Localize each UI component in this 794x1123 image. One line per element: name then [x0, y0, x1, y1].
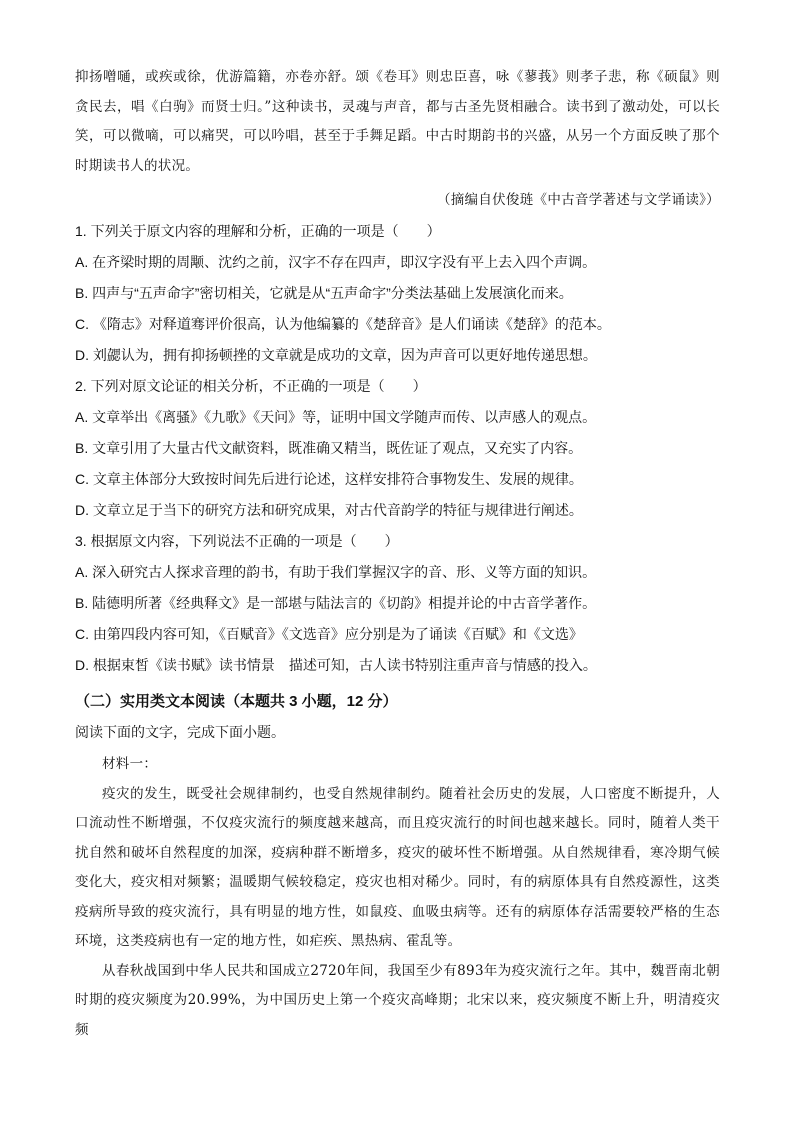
question-stem: 2. 下列对原文论证的相关分析，不正确的一项是（ ）	[75, 378, 427, 394]
question-2	[75, 371, 720, 526]
option-a[interactable]: A. 文章举出《离骚》《九歌》《天问》等，证明中国文学随声而传、以声感人的观点。	[75, 409, 597, 425]
option-b[interactable]: B. 陆德明所著《经典释文》是一部堪与陆法言的《切韵》相提并论的中古音学著作。	[75, 595, 597, 611]
material-label: 材料一：	[102, 756, 158, 772]
passage-paragraph: 抑扬噌嗵，或疾或徐，优游篇籍，亦卷亦舒。颂《卷耳》则忠臣喜，咏《蓼莪》则孝子悲，称《硕鼠》则贪民去，唱《白驹》而贤士归。”这种读书，灵魂与声音，都与古圣先贤相融合。读书到了激动处，可以长笑，可以微嘀，可以痛哭，可以吟唱，甚至于手舞足蹈。中古时期韵书的兴盛，从另一个方面反映了那个时期读书人的状况。	[75, 69, 720, 174]
question-3	[75, 526, 720, 681]
material-paragraph: 从春秋战国到中华人民共和国成立2720年间，我国至少有893年为疫灾流行之年。其中，魏晋南北朝时期的疫灾频度为20.99%，为中国历史上第一个疫灾高峰期；北宋以来，疫灾频度不断上升，明清疫灾频	[75, 962, 720, 1038]
option-d[interactable]: D. 刘勰认为，拥有抑扬顿挫的文章就是成功的文章，因为声音可以更好地传递思想。	[75, 347, 597, 363]
source-citation: （摘编自伏俊琏《中古音学著述与文学诵读》）	[436, 192, 720, 208]
section-instruction: 阅读下面的文字，完成下面小题。	[75, 724, 285, 740]
option-c[interactable]: C. 文章主体部分大致按时间先后进行论述，这样安排符合事物发生、发展的规律。	[75, 471, 583, 487]
option-b[interactable]: B. 文章引用了大量古代文献资料，既准确又精当，既佐证了观点，又充实了内容。	[75, 440, 583, 456]
option-a[interactable]: A. 在齐梁时期的周颙、沈约之前，汉字不存在四声，即汉字没有平上去入四个声调。	[75, 254, 597, 270]
material-paragraph: 疫灾的发生，既受社会规律制约，也受自然规律制约。随着社会历史的发展，人口密度不断提升，人口流动性不断增强，不仅疫灾流行的频度越来越高，而且疫灾流行的时间也越来越长。同时，随着人类干扰自然和破坏自然程度的加深，疫病种群不断增多，疫灾的破坏性不断增强。从自然规律看，寒冷期气候变化大，疫灾相对频繁；温暖期气候较稳定，疫灾也相对稀少。同时，有的病原体具有自然疫源性，这类疫病所导致的疫灾流行，具有明显的地方性，如鼠疫、血吸虫病等。还有的病原体存活需要较严格的生态环境，这类疫病也有一定的地方性，如疟疾、黑热病、霍乱等。	[75, 785, 720, 949]
passage-source	[75, 188, 720, 212]
option-a[interactable]: A. 深入研究古人探求音理的韵书，有助于我们掌握汉字的音、形、义等方面的知识。	[75, 564, 597, 580]
option-d[interactable]: D. 根据束皙《读书赋》读书情景 描述可知，古人读书特别注重声音与情感的投入。	[75, 657, 597, 673]
section-title: （二）实用类文本阅读（本题共 3 小题，12 分）	[75, 693, 398, 710]
material-one	[75, 750, 720, 1045]
option-d[interactable]: D. 文章立足于当下的研究方法和研究成果，对古代音韵学的特征与规律进行阐述。	[75, 502, 583, 518]
question-stem: 3. 根据原文内容，下列说法不正确的一项是（ ）	[75, 533, 399, 549]
section-2	[75, 687, 720, 748]
question-1	[75, 216, 720, 371]
question-list	[75, 216, 720, 681]
option-b[interactable]: B. 四声与“五声命字”密切相关，它就是从“五声命字”分类法基础上发展演化而来。	[75, 285, 573, 301]
passage-continuation	[75, 63, 720, 181]
option-c[interactable]: C. 由第四段内容可知，《百赋音》《文选音》应分别是为了诵读《百赋》和《文选》	[75, 626, 583, 642]
option-c[interactable]: C. 《隋志》对释道骞评价很高，认为他编纂的《楚辞音》是人们诵读《楚辞》的范本。	[75, 316, 611, 332]
question-stem: 1. 下列关于原文内容的理解和分析，正确的一项是（ ）	[75, 223, 441, 239]
